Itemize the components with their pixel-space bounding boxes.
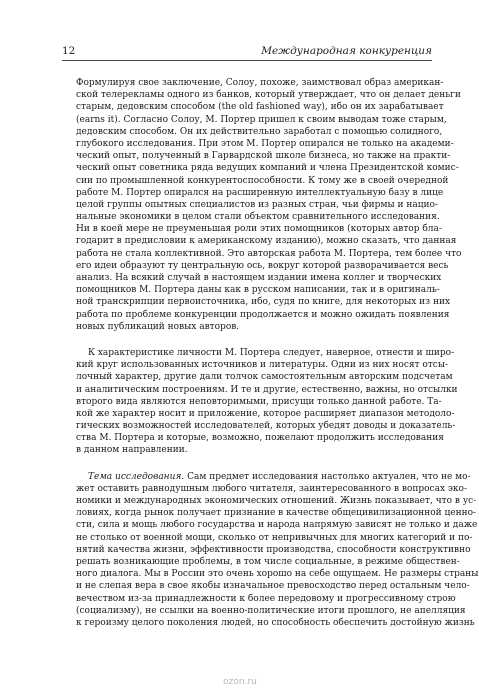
- text-line: ного диалога. Мы в России это очень хорошо на себе ощущаем. Не размеры страны: [76, 569, 479, 580]
- text-line: его идеи образуют ту центральную ось, вокруг которой разворачивается весь: [76, 260, 449, 271]
- text-line: не столько от военной мощи, сколько от непривычных для многих категорий и по-: [76, 532, 473, 543]
- text-line: ческий опыт, полученный в Гарвардской школе бизнеса, но также на практи-: [76, 151, 451, 162]
- text-fragment: Сам предмет исследования настолько актуален, что не мо-: [187, 471, 471, 482]
- text-line: и не слепая вера в свое якобы изначальное превосходство перед остальным чело-: [76, 581, 470, 592]
- text-line: работа не стала коллективной. Это авторская работа М. Портера, тем более что: [76, 248, 462, 259]
- text-line: помощников М. Портера даны как в русском написании, так и в оригиналь-: [76, 285, 440, 296]
- text-line: глубокого исследования. При этом М. Портер опирался не только на академи-: [76, 138, 454, 149]
- text-line: анализ. На всякий случай в настоящем издании имена коллег и творческих: [76, 273, 442, 283]
- ozon-watermark: ozon.ru: [223, 677, 257, 687]
- text-line: нятий качества жизни, эффективности производства, способности конструктивно: [76, 544, 471, 555]
- running-title: Международная конкуренция: [261, 45, 432, 57]
- page-number: 12: [62, 45, 76, 57]
- page-header: [62, 45, 432, 59]
- text-line: Ни в коей мере не преуменьшая роли этих помощников (которых автор бла-: [76, 224, 442, 235]
- text-line: к героизму целого поколения людей, но способность обеспечить достойную жизнь: [76, 617, 475, 628]
- text-line: (earns it). Согласно Солоу, М. Портер пришел к своим выводам тоже старым,: [76, 114, 447, 125]
- text-line: кой же характер носит и приложение, которое расширяет диапазон методоло-: [76, 408, 455, 419]
- text-line: ловиях, когда рынок получает признание в качестве общецивилизационной ценно-: [76, 508, 477, 519]
- text-line: [76, 471, 471, 483]
- text-line: жет оставить равнодушным любого читателя, заинтересованного в вопросах эко-: [76, 483, 468, 494]
- text-line: работа по проблеме конкуренции продолжается и можно ожидать появления: [76, 309, 450, 320]
- text-line: старым, дедовским способом (the old fashioned way), ибо он их зарабатывает: [76, 102, 444, 113]
- text-line: гических возможностей исследователей, которых убедят доводы и доказатель-: [76, 421, 456, 432]
- text-line: в данном направлении.: [76, 445, 188, 456]
- text-line: Формулируя свое заключение, Солоу, похоже, заимствовал образ американ-: [76, 78, 444, 88]
- header-rule: [62, 60, 432, 61]
- text-line: вечеством из-за принадлежности к более передовому и прогрессивному строю: [76, 593, 456, 604]
- text-line: и аналитическим построениям. И те и другие, естественно, важны, но отсылки: [76, 384, 458, 395]
- text-line: номики и международных экономических отношений. Жизнь показывает, что в ус-: [76, 496, 477, 506]
- text-line: целой группы опытных специалистов из разных стран, чьи фирмы и нацио-: [76, 199, 438, 210]
- paragraph-1: [76, 77, 462, 333]
- text-line: второго вида являются неповторимыми, присущи только данной работе. Та-: [76, 396, 442, 407]
- paragraph-3: [76, 471, 479, 629]
- text-line: сти, сила и мощь любого государства и народа напрямую зависят не только и даже: [76, 520, 478, 531]
- text-line: ной транскрипции первоисточника, ибо, судя по книге, для некоторых из них: [76, 297, 451, 308]
- text-line: дедовским способом. Он их действительно заработал с помощью солидного,: [76, 126, 443, 137]
- text-line: К характеристике личности М. Портера следует, наверное, отнести и широ-: [88, 347, 455, 358]
- text-line: нальные экономики в целом стали объектом сравнительного исследования.: [76, 212, 440, 223]
- text-line: кий круг использованных источников и литературы. Одни из них носят отсы-: [76, 360, 449, 371]
- text-line: годарит в предисловии к американскому изданию), можно сказать, что данная: [76, 236, 457, 247]
- text-line: сии по промышленной конкурентоспособности. К тому же в своей очередной: [76, 175, 449, 186]
- text-line: ской телерекламы одного из банков, который утверждает, что он делает деньги: [76, 90, 461, 101]
- text-line: (социализму), не ссылки на военно-политические итоги прошлого, не апелляция: [76, 605, 466, 616]
- text-line: новых публикаций новых авторов.: [76, 321, 240, 332]
- text-line: ства М. Портера и которые, возможно, пожелают продолжить исследования: [76, 433, 444, 444]
- section-lead: Тема исследования.: [88, 471, 185, 482]
- text-line: работе М. Портер опирался на расширенную интеллектуальную базу в лице: [76, 187, 444, 198]
- body-text: [76, 77, 479, 629]
- text-line: ческий опыт советника ряда ведущих компаний и члена Президентской комис-: [76, 163, 459, 174]
- paragraph-2: [76, 347, 458, 457]
- text-line: лочный характер, другие дали толчок самостоятельным авторским подсчетам: [76, 372, 453, 383]
- text-line: решать возникающие проблемы, в том числе социальные, в режиме обществен-: [76, 556, 460, 567]
